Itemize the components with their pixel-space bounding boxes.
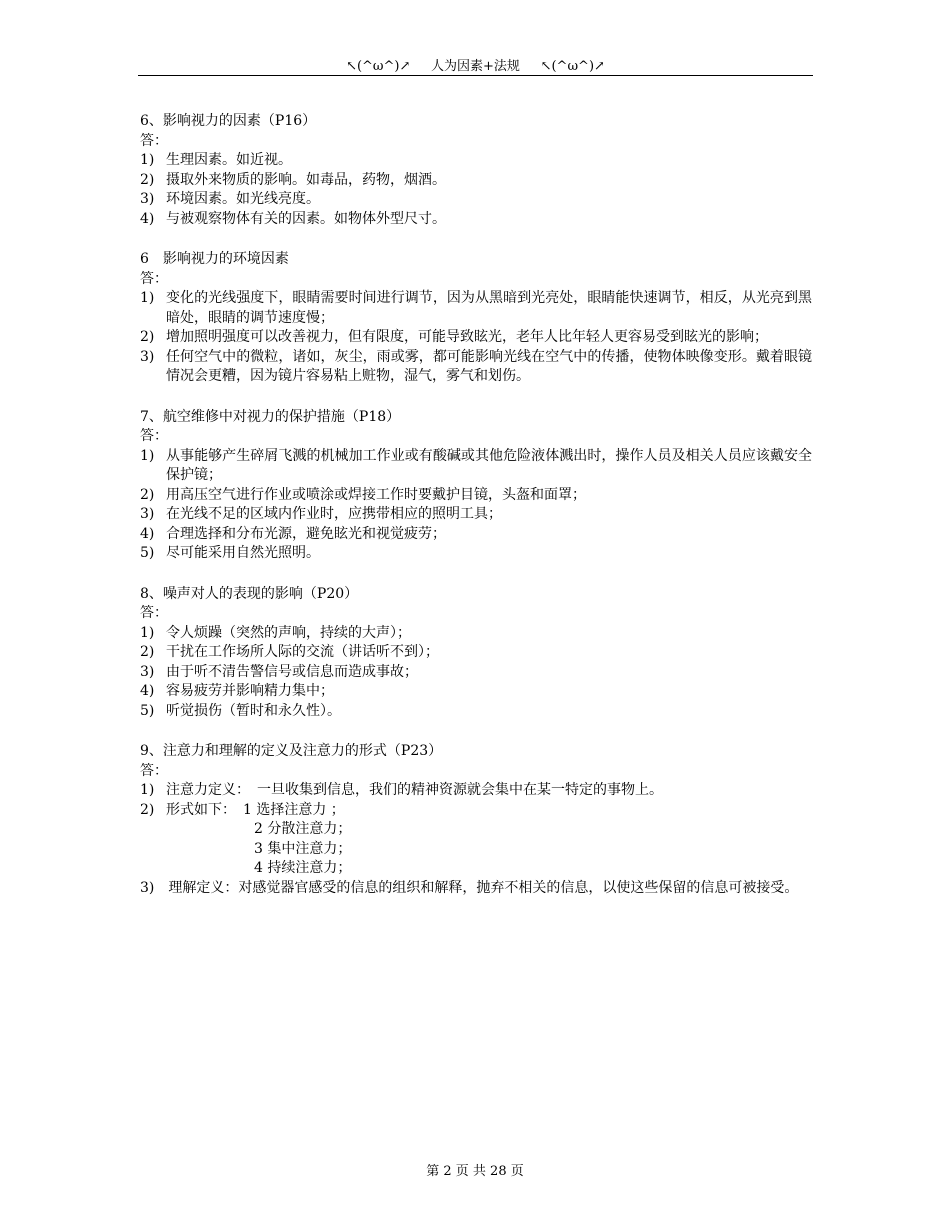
- item-text: 形式如下： 1 选择注意力 ；: [166, 801, 345, 818]
- attention-form: 2 分散注意力；: [254, 821, 352, 837]
- section-title: 6 影响视力的环境因素: [140, 251, 289, 267]
- item-text: 合理选择和分布光源，避免眩光和视觉疲劳；: [166, 525, 446, 542]
- item-text: 干扰在工作场所人际的交流（讲话听不到）；: [166, 644, 439, 660]
- item-number: 2): [140, 644, 155, 660]
- list-item: [140, 505, 812, 525]
- section-vision-protection: [140, 408, 812, 564]
- section-title: 8、噪声对人的表现的影响（P20）: [140, 585, 359, 602]
- item-number: 1): [140, 447, 155, 464]
- list-item: [140, 624, 812, 644]
- page-footer: 第 2 页 共 28 页: [426, 1164, 524, 1179]
- item-text: 任何空气中的微粒，诸如，灰尘，雨或雾，都可能影响光线在空气中的传播，使物体映像变形。戴着眼镜情况会更糟，因为镜片容易粘上赃物，湿气，雾气和划伤。: [166, 348, 812, 384]
- attention-form: 3 集中注意力；: [254, 840, 352, 857]
- item-text: 与被观察物体有关的因素。如物体外型尺寸。: [166, 210, 446, 227]
- list-item: [140, 328, 812, 348]
- list-item: [140, 486, 812, 506]
- item-number: 3): [140, 506, 155, 522]
- attention-form: 4 持续注意力；: [254, 860, 352, 876]
- list-item: [140, 663, 812, 683]
- item-number: 1): [140, 624, 155, 641]
- header-rule: [138, 75, 813, 76]
- section-attention: [140, 742, 812, 898]
- list-item: [140, 682, 812, 702]
- list-item: [140, 289, 812, 328]
- item-text: 环境因素。如光线亮度。: [166, 191, 320, 207]
- answer-label: 答：: [140, 762, 168, 779]
- item-text: 容易疲劳并影响精力集中；: [166, 683, 334, 699]
- page-header: ↖(^ω^)↗ 人为因素+法规 ↖(^ω^)↗: [346, 59, 605, 74]
- list-item: [140, 190, 812, 210]
- item-text: 增加照明强度可以改善视力，但有限度，可能导致眩光，老年人比年轻人更容易受到眩光的影响；: [166, 329, 768, 345]
- list-item: [140, 781, 812, 801]
- item-text: 令人烦躁（突然的声响，持续的大声）；: [166, 624, 411, 641]
- item-text: 摄取外来物质的影响。如毒品，药物，烟酒。: [166, 171, 446, 188]
- section-title: 7、航空维修中对视力的保护措施（P18）: [140, 408, 401, 425]
- item-text: 注意力定义： 一旦收集到信息，我们的精神资源就会集中在某一特定的事物上。: [166, 782, 663, 798]
- item-number: 4): [140, 525, 155, 542]
- item-number: 4): [140, 210, 155, 227]
- list-item: [140, 544, 812, 564]
- understanding-definition: 3) 理解定义：对感觉器官感受的信息的组织和解释，抛弃不相关的信息，以使这些保留的信息可被接受。: [140, 879, 799, 896]
- item-number: 2): [140, 171, 155, 188]
- section-title: 9、注意力和理解的定义及注意力的形式（P23）: [140, 743, 443, 759]
- section-noise-effects: [140, 585, 812, 722]
- list-item: [140, 348, 812, 387]
- answer-label: 答：: [140, 428, 168, 444]
- section-vision-factors: [140, 112, 812, 229]
- item-text: 变化的光线强度下，眼睛需要时间进行调节，因为从黑暗到光亮处，眼睛能快速调节，相反，从光亮到黑暗处，眼睛的调节速度慢；: [166, 290, 812, 326]
- document-body: [140, 112, 812, 919]
- item-number: 5): [140, 545, 155, 561]
- list-item: [140, 171, 812, 191]
- item-number: 2): [140, 329, 155, 345]
- section-title: 6、影响视力的因素（P16）: [140, 113, 317, 129]
- list-item: [140, 643, 812, 663]
- item-text: 生理因素。如近视。: [166, 152, 292, 168]
- item-text: 用高压空气进行作业或喷涂或焊接工作时要戴护目镜，头盔和面罩；: [166, 486, 586, 503]
- item-text: 从事能够产生碎屑飞溅的机械加工作业或有酸碱或其他危险液体溅出时，操作人员及相关人员应该戴安全保护镜；: [166, 447, 812, 483]
- list-item: [140, 525, 812, 545]
- section-environment-factors: [140, 250, 812, 387]
- item-number: 1): [140, 290, 155, 306]
- list-item: [140, 447, 812, 486]
- list-item: [140, 702, 812, 722]
- item-number: 2): [140, 801, 155, 818]
- item-number: 3): [140, 348, 155, 365]
- list-item: [140, 210, 812, 230]
- answer-label: 答：: [140, 605, 168, 621]
- item-number: 2): [140, 486, 155, 503]
- answer-label: 答：: [140, 270, 168, 287]
- item-text: 听觉损伤（暂时和永久性）。: [166, 702, 341, 719]
- list-item: [140, 151, 812, 171]
- item-number: 3): [140, 191, 155, 207]
- answer-label: 答：: [140, 132, 168, 149]
- item-text: 在光线不足的区域内作业时，应携带相应的照明工具；: [166, 506, 502, 522]
- item-number: 1): [140, 782, 155, 798]
- item-number: 3): [140, 663, 155, 680]
- list-item: [140, 801, 812, 821]
- item-number: 1): [140, 152, 155, 168]
- item-number: 4): [140, 683, 155, 699]
- item-number: 5): [140, 702, 155, 719]
- item-text: 由于听不清告警信号或信息而造成事故；: [166, 663, 418, 680]
- item-text: 尽可能采用自然光照明。: [166, 545, 320, 561]
